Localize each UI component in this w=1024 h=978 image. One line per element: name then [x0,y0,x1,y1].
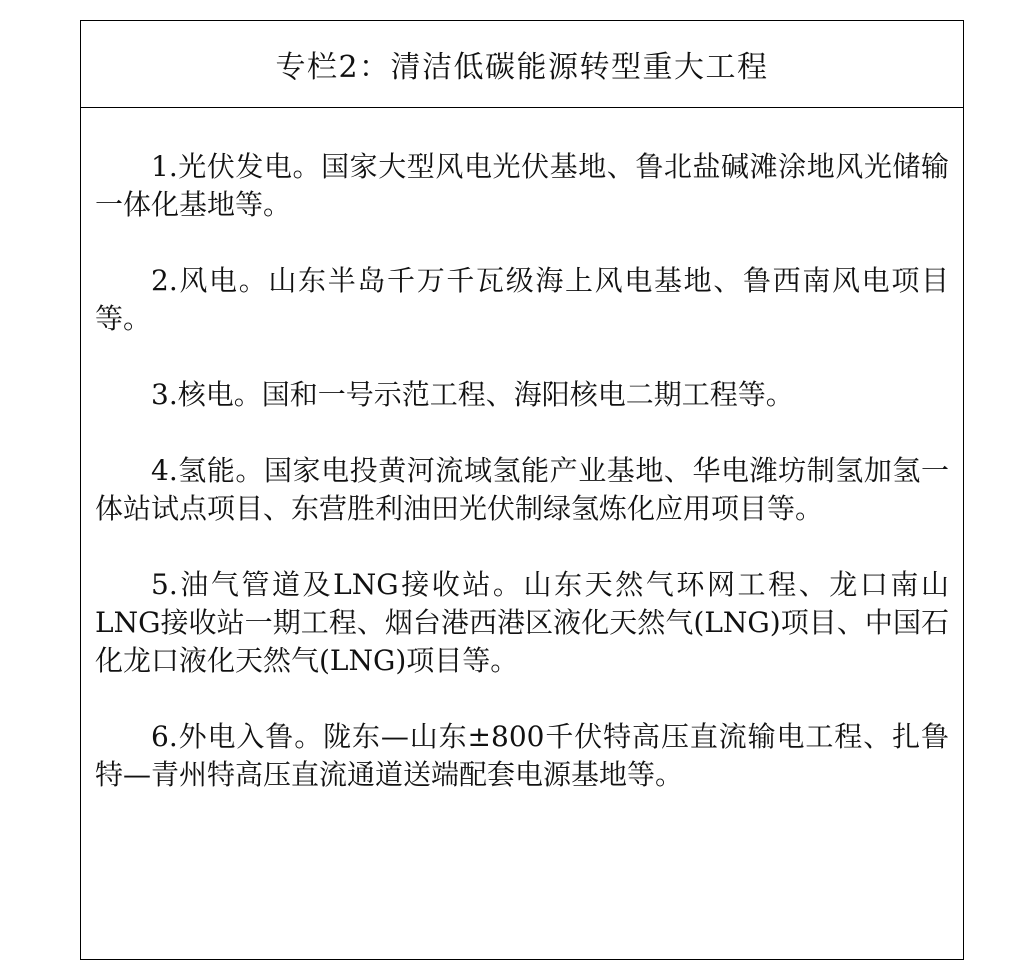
column-title: 专栏2：清洁低碳能源转型重大工程 [275,50,769,85]
item-wind-power: 2.风电。山东半岛千万千瓦级海上风电基地、鲁西南风电项目等。 [95,264,949,335]
column-box [80,20,964,960]
column-content [81,148,963,794]
item-nuclear-power: 3.核电。国和一号示范工程、海阳核电二期工程等。 [151,378,794,411]
item-solar-power: 1.光伏发电。国家大型风电光伏基地、鲁北盐碱滩涂地风光储输一体化基地等。 [95,150,949,221]
item-oil-gas-pipelines-lng: 5.油气管道及LNG接收站。山东天然气环网工程、龙口南山LNG接收站一期工程、烟台港西港区液化天然气(LNG)项目、中国石化龙口液化天然气(LNG)项目等。 [95,568,949,677]
title-row [81,21,963,108]
item-external-power-import: 6.外电入鲁。陇东—山东±800千伏特高压直流输电工程、扎鲁特—青州特高压直流通道送端配套电源基地等。 [95,720,949,791]
item-hydrogen-energy: 4.氢能。国家电投黄河流域氢能产业基地、华电潍坊制氢加氢一体站试点项目、东营胜利油田光伏制绿氢炼化应用项目等。 [95,454,949,525]
